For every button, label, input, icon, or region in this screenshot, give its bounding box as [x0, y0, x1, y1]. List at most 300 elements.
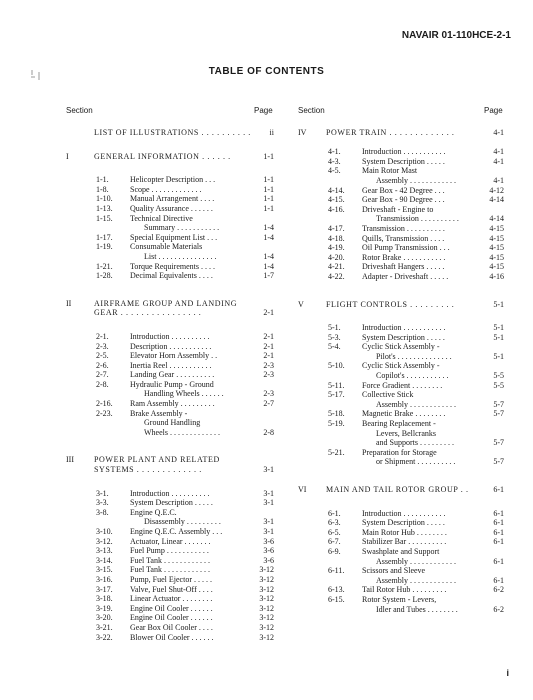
- toc-entry-row[interactable]: [298, 448, 504, 458]
- entry-title: System Description . . . . .: [362, 518, 445, 528]
- toc-section-row[interactable]: [66, 465, 274, 475]
- entry-title: Levers, Bellcranks: [376, 428, 436, 438]
- page-number: 4-1: [493, 128, 504, 137]
- toc-entry-row[interactable]: [66, 332, 274, 342]
- entry-title: Manual Arrangement . . . .: [130, 194, 215, 204]
- page-number: ii: [269, 128, 274, 137]
- toc-entry-row[interactable]: [298, 419, 504, 429]
- page-number: 6-1: [493, 556, 504, 566]
- toc-entry-row[interactable]: [66, 252, 274, 262]
- paragraph-number: 3-3.: [96, 498, 109, 508]
- paragraph-number: 1-13.: [96, 203, 113, 213]
- toc-entry-row[interactable]: [298, 585, 504, 595]
- page-number: 1-4: [263, 223, 274, 233]
- page-header-right: Page: [484, 106, 503, 115]
- toc-entry-row[interactable]: [66, 271, 274, 281]
- paragraph-number: 4-18.: [328, 233, 345, 243]
- page-number: 2-1: [263, 308, 274, 318]
- toc-entry-row[interactable]: [66, 175, 274, 185]
- toc-entry-row[interactable]: [298, 457, 504, 467]
- toc-section-row[interactable]: [298, 300, 504, 310]
- entry-title: Fuel Tank . . . . . . . . . . . .: [130, 565, 210, 575]
- toc-entry-row[interactable]: [298, 390, 504, 400]
- paragraph-number: 4-19.: [328, 243, 345, 253]
- toc-section-row[interactable]: [66, 128, 274, 138]
- toc-entry-row[interactable]: [298, 214, 504, 224]
- page-number: 1-7: [263, 271, 274, 281]
- page-number: 3-12: [259, 565, 274, 575]
- entry-title: Decimal Equivalents . . . .: [130, 271, 213, 281]
- section-number: II: [66, 298, 72, 308]
- toc-entry-row[interactable]: [298, 509, 504, 519]
- page-number: 3-12: [259, 594, 274, 604]
- paragraph-number: 6-3.: [328, 518, 341, 528]
- toc-entry-row[interactable]: [66, 370, 274, 380]
- paragraph-number: 5-1.: [328, 323, 341, 333]
- entry-title: Introduction . . . . . . . . . . .: [362, 323, 446, 333]
- paragraph-number: 2-1.: [96, 331, 109, 341]
- toc-entry-row[interactable]: [66, 594, 274, 604]
- paragraph-number: 6-1.: [328, 508, 341, 518]
- paragraph-number: 4-17.: [328, 223, 345, 233]
- toc-entry-row[interactable]: [298, 438, 504, 448]
- entry-title: Ram Assembly . . . . . . . . .: [130, 399, 215, 409]
- toc-entry-row[interactable]: [298, 361, 504, 371]
- toc-entry-row[interactable]: [66, 242, 274, 252]
- entry-title: Tail Rotor Hub . . . . . . . . .: [362, 585, 447, 595]
- paragraph-number: 2-8.: [96, 379, 109, 389]
- page-number: 6-1: [493, 508, 504, 518]
- toc-entry-row[interactable]: [298, 557, 504, 567]
- entry-title: Magnetic Brake . . . . . . . .: [362, 409, 446, 419]
- toc-entry-row[interactable]: [298, 537, 504, 547]
- page-number: 4-15: [489, 262, 504, 272]
- section-header-left: Section: [66, 106, 93, 115]
- entry-title: Introduction . . . . . . . . . . .: [362, 147, 446, 157]
- paragraph-number: 3-19.: [96, 603, 113, 613]
- paragraph-number: 5-18.: [328, 409, 345, 419]
- paragraph-number: 3-21.: [96, 622, 113, 632]
- toc-entry-row[interactable]: [66, 633, 274, 643]
- section-title: FLIGHT CONTROLS . . . . . . . . .: [326, 299, 455, 309]
- toc-entry-row[interactable]: [66, 342, 274, 352]
- entry-title: Collective Stick: [362, 390, 414, 400]
- entry-title: Engine Oil Cooler . . . . . .: [130, 613, 213, 623]
- toc-entry-row[interactable]: [298, 528, 504, 538]
- entry-title: Assembly . . . . . . . . . . . .: [376, 556, 456, 566]
- page-number: 3-1: [263, 465, 274, 475]
- paragraph-number: 2-23.: [96, 408, 113, 418]
- page-number: 5-7: [493, 438, 504, 448]
- page-number: 3-12: [259, 603, 274, 613]
- entry-title: Linear Actuator . . . . . . . .: [130, 594, 213, 604]
- page-number: 3-6: [263, 546, 274, 556]
- paragraph-number: 5-17.: [328, 390, 345, 400]
- toc-entry-row[interactable]: [298, 323, 504, 333]
- section-title: GENERAL INFORMATION . . . . . .: [94, 151, 231, 161]
- page-number: 2-8: [263, 427, 274, 437]
- toc-entry-row[interactable]: [298, 243, 504, 253]
- toc-entry-row[interactable]: [66, 565, 274, 575]
- entry-title: Landing Gear . . . . . . . . . .: [130, 370, 215, 380]
- toc-entry-row[interactable]: [66, 428, 274, 438]
- toc-entry-row[interactable]: [298, 566, 504, 576]
- page-number: 5-7: [493, 409, 504, 419]
- toc-entry-row[interactable]: [66, 613, 274, 623]
- paragraph-number: 4-22.: [328, 271, 345, 281]
- page-number: 4-1: [493, 147, 504, 157]
- toc-entry-row[interactable]: [298, 253, 504, 263]
- toc-entry-row[interactable]: [298, 157, 504, 167]
- page-number: 5-7: [493, 399, 504, 409]
- paragraph-number: 2-6.: [96, 360, 109, 370]
- paragraph-number: 1-17.: [96, 232, 113, 242]
- entry-title: Main Rotor Mast: [362, 166, 418, 176]
- paragraph-number: 3-17.: [96, 584, 113, 594]
- entry-title: Fuel Tank . . . . . . . . . . . .: [130, 555, 210, 565]
- paragraph-number: 3-22.: [96, 632, 113, 642]
- toc-entry-row[interactable]: [298, 234, 504, 244]
- toc-entry-row[interactable]: [298, 605, 504, 615]
- paragraph-number: 6-13.: [328, 585, 345, 595]
- toc-entry-row[interactable]: [66, 204, 274, 214]
- page-number: 2-1: [263, 331, 274, 341]
- paragraph-number: 1-1.: [96, 175, 109, 185]
- entry-title: Assembly . . . . . . . . . . . .: [376, 399, 456, 409]
- paragraph-number: 3-18.: [96, 594, 113, 604]
- toc-entry-row[interactable]: [298, 195, 504, 205]
- paragraph-number: 1-19.: [96, 242, 113, 252]
- page-number: 4-15: [489, 233, 504, 243]
- page-number: 4-16: [489, 271, 504, 281]
- page-number: 4-14: [489, 195, 504, 205]
- page-number: 5-1: [493, 323, 504, 333]
- page-number: 1-1: [263, 203, 274, 213]
- toc-section-row[interactable]: [66, 455, 274, 465]
- toc-entry-row[interactable]: [66, 351, 274, 361]
- paragraph-number: 1-10.: [96, 194, 113, 204]
- paragraph-number: 3-14.: [96, 555, 113, 565]
- entry-title: Wheels . . . . . . . . . . . . .: [144, 427, 220, 437]
- toc-entry-row[interactable]: [66, 214, 274, 224]
- paragraph-number: 3-15.: [96, 565, 113, 575]
- entry-title: Main Rotor Hub . . . . . . . .: [362, 527, 447, 537]
- page-number: 5-1: [493, 332, 504, 342]
- section-title: AIRFRAME GROUP AND LANDING: [94, 298, 238, 308]
- entry-title: or Shipment . . . . . . . . . .: [376, 457, 456, 467]
- page-number: 3-1: [263, 488, 274, 498]
- entry-title: Summary . . . . . . . . . . .: [144, 223, 220, 233]
- entry-title: Engine Q.E.C.: [130, 507, 177, 517]
- entry-title: List . . . . . . . . . . . . . . .: [144, 251, 217, 261]
- page-number: 3-12: [259, 574, 274, 584]
- paragraph-number: 4-3.: [328, 156, 341, 166]
- entry-title: Pump, Fuel Ejector . . . . .: [130, 574, 212, 584]
- page-number: 2-1: [263, 351, 274, 361]
- toc-entry-row[interactable]: [298, 400, 504, 410]
- page-number: 1-1: [263, 151, 274, 161]
- paragraph-number: 6-11.: [328, 566, 345, 576]
- entry-title: Assembly . . . . . . . . . . . .: [376, 175, 456, 185]
- entry-title: Hydraulic Pump - Ground: [130, 379, 214, 389]
- entry-title: Driveshaft Hangers . . . . .: [362, 262, 445, 272]
- entry-title: Quality Assurance . . . . . .: [130, 203, 213, 213]
- toc-entry-row[interactable]: [298, 409, 504, 419]
- page-number: 1-1: [263, 194, 274, 204]
- page-number: 2-3: [263, 389, 274, 399]
- toc-entry-row[interactable]: [66, 399, 274, 409]
- entry-title: and Supports . . . . . . . . .: [376, 438, 454, 448]
- page-folio: i: [506, 668, 509, 678]
- entry-title: Cyclic Stick Assembly -: [362, 361, 440, 371]
- entry-title: Cyclic Stick Assembly -: [362, 342, 440, 352]
- toc-entry-row[interactable]: [66, 604, 274, 614]
- toc-entry-row[interactable]: [298, 371, 504, 381]
- toc-section-row[interactable]: [66, 308, 274, 318]
- entry-title: Scope . . . . . . . . . . . . .: [130, 184, 202, 194]
- entry-title: Engine Oil Cooler . . . . . .: [130, 603, 213, 613]
- entry-title: Transmission . . . . . . . . . .: [376, 214, 459, 224]
- toc-entry-row[interactable]: [66, 575, 274, 585]
- toc-entry-row[interactable]: [66, 546, 274, 556]
- paragraph-number: 6-15.: [328, 594, 345, 604]
- toc-entry-row[interactable]: [298, 429, 504, 439]
- page-number: 5-5: [493, 380, 504, 390]
- toc-entry-row[interactable]: [66, 223, 274, 233]
- entry-title: Torque Requirements . . . .: [130, 261, 215, 271]
- page-number: 3-12: [259, 613, 274, 623]
- page-number: 1-4: [263, 251, 274, 261]
- toc-entry-row[interactable]: [66, 556, 274, 566]
- toc-entry-row[interactable]: [298, 166, 504, 176]
- page-number: 2-3: [263, 360, 274, 370]
- toc-entry-row[interactable]: [66, 623, 274, 633]
- page-number: 6-1: [493, 537, 504, 547]
- toc-entry-row[interactable]: [298, 595, 504, 605]
- page-number: 4-15: [489, 243, 504, 253]
- entry-title: Valve, Fuel Shut-Off . . . .: [130, 584, 213, 594]
- entry-title: Force Gradient . . . . . . . .: [362, 380, 443, 390]
- paragraph-number: 1-21.: [96, 261, 113, 271]
- paragraph-number: 2-7.: [96, 370, 109, 380]
- page-number: 6-2: [493, 585, 504, 595]
- page-number: 2-1: [263, 341, 274, 351]
- paragraph-number: 2-3.: [96, 341, 109, 351]
- entry-title: Gear Box - 42 Degree . . .: [362, 185, 445, 195]
- paragraph-number: 3-8.: [96, 507, 109, 517]
- toc-column-left: [66, 128, 274, 642]
- page-number: 6-2: [493, 604, 504, 614]
- toc-section-row[interactable]: [66, 299, 274, 309]
- page-number: 4-15: [489, 252, 504, 262]
- toc-entry-row[interactable]: [66, 537, 274, 547]
- entry-title: Rotor System - Levers,: [362, 594, 437, 604]
- paragraph-number: 4-21.: [328, 262, 345, 272]
- entry-title: Engine Q.E.C. Assembly . . .: [130, 527, 223, 536]
- toc-entry-row[interactable]: [298, 381, 504, 391]
- paragraph-number: 4-16.: [328, 204, 345, 214]
- paragraph-number: 3-1.: [96, 488, 109, 498]
- entry-title: Swashplate and Support: [362, 546, 440, 556]
- paragraph-number: 5-11.: [328, 380, 345, 390]
- paragraph-number: 4-1.: [328, 147, 341, 157]
- toc-entry-row[interactable]: [66, 489, 274, 499]
- paragraph-number: 6-7.: [328, 537, 341, 547]
- paragraph-number: 1-8.: [96, 184, 109, 194]
- entry-title: Gear Box - 90 Degree . . .: [362, 195, 445, 205]
- entry-title: Transmission . . . . . . . . . .: [362, 223, 445, 233]
- toc-entry-row[interactable]: [66, 409, 274, 419]
- page-number: 1-4: [263, 261, 274, 271]
- paragraph-number: 3-20.: [96, 613, 113, 623]
- entry-title: Driveshaft - Engine to: [362, 204, 434, 214]
- page-number: 6-1: [493, 527, 504, 537]
- toc-entry-row[interactable]: [66, 361, 274, 371]
- toc-entry-row[interactable]: [298, 518, 504, 528]
- entry-title: Ground Handling: [144, 418, 201, 428]
- section-title: SYSTEMS . . . . . . . . . . . . .: [94, 465, 202, 475]
- paragraph-number: 5-10.: [328, 361, 345, 371]
- toc-section-row[interactable]: [66, 152, 274, 162]
- page-number: 6-1: [493, 485, 504, 494]
- page-number: 6-1: [493, 575, 504, 585]
- paragraph-number: 3-13.: [96, 546, 113, 556]
- page-number: 5-1: [493, 351, 504, 361]
- paragraph-number: 5-3.: [328, 332, 341, 342]
- paragraph-number: 1-15.: [96, 213, 113, 223]
- page-number: 3-1: [263, 517, 274, 527]
- entry-title: System Description . . . . .: [362, 156, 445, 166]
- entry-title: Introduction . . . . . . . . . . .: [362, 508, 446, 518]
- page-number: 5-7: [493, 457, 504, 467]
- entry-title: Preparation for Storage: [362, 447, 437, 457]
- entry-title: Rotor Brake . . . . . . . . . . .: [362, 252, 446, 262]
- entry-title: Pilot's . . . . . . . . . . . . . .: [376, 351, 452, 361]
- section-title: POWER PLANT AND RELATED: [94, 455, 220, 465]
- entry-title: Helicopter Description . . .: [130, 175, 216, 185]
- toc-entry-row[interactable]: [66, 527, 274, 537]
- section-title: MAIN AND TAIL ROTOR GROUP . .: [326, 485, 469, 494]
- toc-entry-row[interactable]: [66, 233, 274, 243]
- entry-title: Special Equipment List . . .: [130, 232, 218, 242]
- page-number: 2-7: [263, 399, 274, 409]
- toc-entry-row[interactable]: [66, 585, 274, 595]
- page-number: 3-12: [259, 584, 274, 594]
- paragraph-number: 5-4.: [328, 342, 341, 352]
- toc-entry-row[interactable]: [298, 176, 504, 186]
- paragraph-number: 6-9.: [328, 546, 341, 556]
- page-number: 1-1: [263, 184, 274, 194]
- entry-title: Scissors and Sleeve: [362, 566, 426, 576]
- paragraph-number: 5-21.: [328, 447, 345, 457]
- entry-title: Copilot's . . . . . . . . . . .: [376, 371, 449, 381]
- entry-title: Disassembly . . . . . . . . .: [144, 517, 221, 527]
- entry-title: Assembly . . . . . . . . . . . .: [376, 575, 456, 585]
- toc-entry-row[interactable]: [298, 272, 504, 282]
- page-number: 4-14: [489, 214, 504, 224]
- entry-title: Description . . . . . . . . . . .: [130, 341, 212, 351]
- toc-entry-row[interactable]: [298, 342, 504, 352]
- page-number: 3-12: [259, 632, 274, 642]
- section-number: IV: [298, 128, 307, 137]
- toc-entry-row[interactable]: [66, 262, 274, 272]
- toc-entry-row[interactable]: [298, 147, 504, 157]
- page-number: 3-6: [263, 555, 274, 565]
- paragraph-number: 5-19.: [328, 419, 345, 429]
- entry-title: Stabilizer Bar . . . . . . . . . .: [362, 537, 447, 547]
- toc-section-row[interactable]: [298, 485, 504, 495]
- page-number: 1-4: [263, 232, 274, 242]
- document-number: NAVAIR 01-110HCE-2-1: [401, 30, 511, 41]
- page-number: 4-12: [489, 185, 504, 195]
- paragraph-number: 2-16.: [96, 399, 113, 409]
- toc-entry-row[interactable]: [298, 547, 504, 557]
- entry-title: Fuel Pump . . . . . . . . . . .: [130, 546, 209, 556]
- toc-entry-row[interactable]: [66, 389, 274, 399]
- toc-entry-row[interactable]: [298, 352, 504, 362]
- entry-title: Handling Wheels . . . . . .: [144, 389, 224, 399]
- page-number: 2-3: [263, 370, 274, 380]
- page-number: 5-5: [493, 371, 504, 381]
- entry-title: Introduction . . . . . . . . . .: [130, 488, 210, 498]
- paragraph-number: 3-12.: [96, 536, 113, 546]
- paragraph-number: 4-14.: [328, 185, 345, 195]
- page-number: 3-12: [259, 622, 274, 632]
- entry-title: Blower Oil Cooler . . . . . .: [130, 632, 214, 642]
- toc-entry-row[interactable]: [66, 194, 274, 204]
- paragraph-number: 3-10.: [96, 527, 113, 536]
- page-number: 1-1: [263, 175, 274, 185]
- toc-entry-row[interactable]: [298, 205, 504, 215]
- toc-entry-row[interactable]: [66, 498, 274, 508]
- entry-title: Gear Box Oil Cooler . . . .: [130, 622, 213, 632]
- toc-entry-row[interactable]: [66, 517, 274, 527]
- entry-title: Brake Assembly -: [130, 408, 188, 418]
- section-title: GEAR . . . . . . . . . . . . . . . .: [94, 308, 202, 318]
- toc-entry-row[interactable]: [298, 186, 504, 196]
- toc-entry-row[interactable]: [66, 380, 274, 390]
- entry-title: Consumable Materials: [130, 242, 203, 252]
- toc-entry-row[interactable]: [298, 333, 504, 343]
- toc-entry-row[interactable]: [66, 185, 274, 195]
- paragraph-number: 3-16.: [96, 574, 113, 584]
- entry-title: Quills, Transmission . . . .: [362, 233, 445, 243]
- entry-title: Technical Directive: [130, 213, 193, 223]
- entry-title: Actuator, Linear . . . . . . .: [130, 536, 211, 546]
- page-title: TABLE OF CONTENTS: [208, 66, 325, 77]
- toc-entry-row[interactable]: [298, 262, 504, 272]
- section-number: I: [66, 151, 69, 161]
- paragraph-number: 4-20.: [328, 252, 345, 262]
- section-header-right: Section: [298, 106, 325, 115]
- page-number: 6-1: [493, 518, 504, 528]
- toc-section-row[interactable]: [298, 128, 504, 138]
- paragraph-number: 4-5.: [328, 166, 341, 176]
- toc-entry-row[interactable]: [66, 418, 274, 428]
- page-number: 3-1: [263, 527, 274, 536]
- page-number: 3-1: [263, 498, 274, 508]
- toc-entry-row[interactable]: [298, 576, 504, 586]
- toc-entry-row[interactable]: [66, 508, 274, 518]
- section-number: VI: [298, 485, 307, 494]
- toc-entry-row[interactable]: [298, 224, 504, 234]
- section-title: LIST OF ILLUSTRATIONS . . . . . . . . . .: [94, 128, 251, 137]
- toc-column-right: [298, 128, 504, 614]
- entry-title: System Description . . . . .: [362, 332, 445, 342]
- paragraph-number: 4-15.: [328, 195, 345, 205]
- paragraph-number: 6-5.: [328, 527, 341, 537]
- section-number: V: [298, 299, 304, 309]
